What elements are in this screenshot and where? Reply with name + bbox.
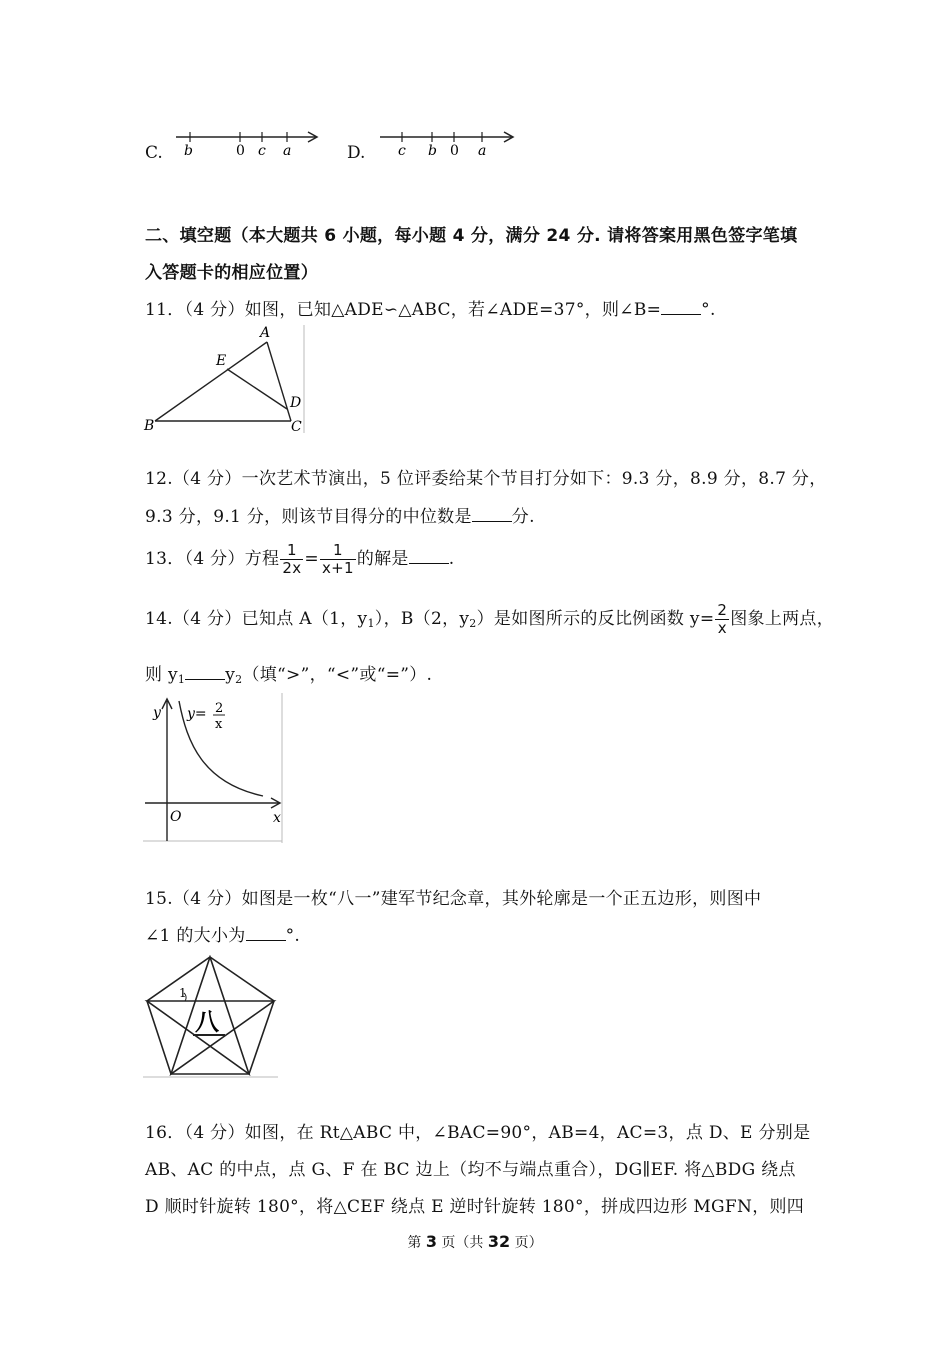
curve-label: y= xyxy=(187,706,207,722)
option-d-label: D. xyxy=(347,143,366,163)
question-16-line1: 16．（4 分）如图，在 Rt△ABC 中，∠BAC=90°，AB=4，AC=3，点 D、E 分别是 xyxy=(145,1123,811,1143)
q12-end: 分. xyxy=(511,507,535,527)
vertex-b: B xyxy=(144,418,155,434)
q13-text-after: 的解是 xyxy=(356,549,409,569)
fraction-2: $\frac{1}{x+1}$ xyxy=(321,541,354,577)
tick-label-a: a xyxy=(478,143,487,158)
tick-label-b: b xyxy=(184,143,193,158)
option-c-label: C. xyxy=(145,143,163,163)
vertex-c: C xyxy=(291,419,302,435)
question-14-line1: 14.（4 分）已知点 A（1，$y_1$），B（2，$y_2$）是如图所示的反比例函数 y= $\frac{2}{x}$ 图象上两点， xyxy=(145,601,835,637)
question-11 xyxy=(145,295,716,320)
equals-sign: = xyxy=(304,549,319,569)
curve-frac-num: 2 xyxy=(215,701,224,716)
page-footer: 第 3 页（共 32 页） xyxy=(407,1232,543,1251)
answer-blank xyxy=(472,507,512,522)
answer-blank xyxy=(185,665,225,680)
fraction-1: $\frac{1}{2x}$ xyxy=(282,541,302,577)
question-16-line3: D 顺时针旋转 180°，将△CEF 绕点 E 逆时针旋转 180°，拼成四边形 MGFN，则四 xyxy=(145,1197,805,1217)
vertex-d: D xyxy=(290,395,302,411)
y-axis-label: y xyxy=(153,705,161,721)
q15-pentagon-badge-figure xyxy=(143,955,278,1080)
section-heading-line2: 入答题卡的相应位置） xyxy=(145,263,318,283)
vertex-e: E xyxy=(216,353,227,369)
fraction-2-over-x: $\frac{2}{x}$ xyxy=(717,601,728,637)
q11-triangle-figure xyxy=(143,323,308,435)
tick-label-c: c xyxy=(398,143,406,158)
question-12-line1: 12.（4 分）一次艺术节演出，5 位评委给某个节目打分如下：9.3 分，8.9 分，8.7 分， xyxy=(145,469,827,489)
q12-text: 9.3 分，9.1 分，则该节目得分的中位数是 xyxy=(145,507,472,527)
tick-label-c: c xyxy=(258,143,266,158)
q11-text: 11．（4 分）如图，已知△ADE∽△ABC，若∠ADE=37°，则∠B= xyxy=(145,300,662,320)
tick-label-b: b xyxy=(428,143,437,158)
angle-1-label: 1 xyxy=(179,986,187,1000)
q13-text: 13．（4 分）方程 xyxy=(145,549,280,569)
answer-blank xyxy=(246,926,286,941)
q13-end: . xyxy=(448,549,455,569)
x-axis-label: x xyxy=(273,810,281,826)
page-number: 3 xyxy=(425,1232,437,1251)
question-12-line2 xyxy=(145,502,535,527)
question-16-line2: AB、AC 的中点，点 G、F 在 BC 边上（均不与端点重合），DG∥EF. 将△BDG 绕点 xyxy=(145,1160,796,1180)
q14-hyperbola-figure xyxy=(143,693,285,843)
answer-blank xyxy=(409,549,449,564)
total-pages: 32 xyxy=(487,1232,511,1251)
q11-end: °. xyxy=(701,300,716,320)
curve-frac-den: x xyxy=(215,717,223,732)
tick-label-a: a xyxy=(283,143,292,158)
vertex-a: A xyxy=(260,325,271,341)
question-15-line2: ∠1 的大小为 °. xyxy=(145,926,301,946)
origin-label: O xyxy=(170,809,182,825)
section-heading-line1: 二、填空题（本大题共 6 小题，每小题 4 分，满分 24 分. 请将答案用黑色签字笔填 xyxy=(145,226,798,246)
answer-blank xyxy=(661,300,701,315)
number-line-d xyxy=(374,128,516,158)
question-15-line1: 15.（4 分）如图是一枚“八一”建军节纪念章，其外轮廓是一个正五边形，则图中 xyxy=(145,889,762,909)
number-line-c xyxy=(170,128,320,158)
tick-label-0: 0 xyxy=(450,143,459,158)
tick-label-0: 0 xyxy=(236,143,245,158)
badge-center-character: 八 xyxy=(195,1007,219,1036)
question-13 xyxy=(145,542,454,577)
question-14-line2: 则 $y_1$ $y_2$（填“>”，“<”或“=”）. xyxy=(145,665,433,686)
